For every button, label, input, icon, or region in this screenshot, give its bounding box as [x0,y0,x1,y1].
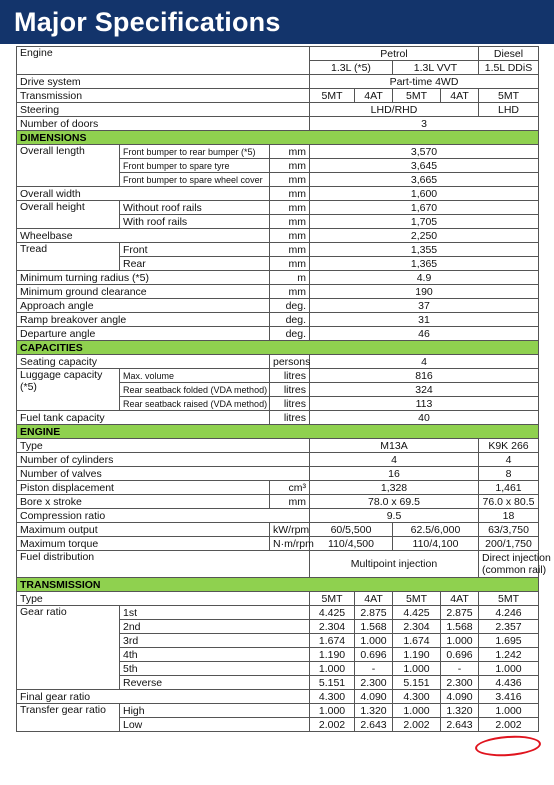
petrol-header: Petrol [310,47,479,61]
table-row: Front bumper to spare wheel cover mm 3,665 [17,173,539,187]
table-row: Rear seatback raised (VDA method) litres 113 [17,397,539,411]
table-row: Luggage capacity (*5) Max. volume litres 816 [17,369,539,383]
table-row: Steering LHD/RHD LHD [17,103,539,117]
table-row [17,47,539,61]
table-row: Fuel distribution Multipoint injection Direct injection (common rail) [17,551,539,578]
table-row: Maximum output kW/rpm 60/5,500 62.5/6,000 63/3,750 [17,523,539,537]
table-row: Overall length Front bumper to rear bumper (*5) mm 3,570 [17,145,539,159]
table-row: Ramp breakover angle deg. 31 [17,313,539,327]
table-row: Final gear ratio 4.300 4.090 4.300 4.090 3.416 [17,690,539,704]
section-header-engine: ENGINE [17,425,539,439]
table-row: 5th 1.000 - 1.000 - 1.000 [17,662,539,676]
table-row: 1.3L (*5) 1.3L VVT 1.5L DDiS [17,61,539,75]
table-row: Departure angle deg. 46 [17,327,539,341]
table-row: 3rd 1.674 1.000 1.674 1.000 1.695 [17,634,539,648]
table-row: Number of doors 3 [17,117,539,131]
diesel-header: Diesel [479,47,539,61]
table-row: Number of valves 16 8 [17,467,539,481]
table-row: Minimum turning radius (*5) m 4.9 [17,271,539,285]
table-row: Maximum torque N·m/rpm 110/4,500 110/4,100 200/1,750 [17,537,539,551]
table-row: Drive system Part-time 4WD [17,75,539,89]
table-row: Wheelbase mm 2,250 [17,229,539,243]
table-row: Piston displacement cm³ 1,328 1,461 [17,481,539,495]
table-row: Rear seatback folded (VDA method) litres 324 [17,383,539,397]
table-row: Approach angle deg. 37 [17,299,539,313]
section-header-transmission: TRANSMISSION [17,578,539,592]
row-label: Engine [17,47,310,75]
table-row: 4th 1.190 0.696 1.190 0.696 1.242 [17,648,539,662]
table-row: Fuel tank capacity litres 40 [17,411,539,425]
table-row: Tread Front mm 1,355 [17,243,539,257]
table-row: Overall width mm 1,600 [17,187,539,201]
table-row: Compression ratio 9.5 18 [17,509,539,523]
page-title: Major Specifications [0,0,554,44]
table-row: Transfer gear ratio High 1.000 1.320 1.000 1.320 1.000 [17,704,539,718]
table-row: Number of cylinders 4 4 [17,453,539,467]
highlighted-value: 3.416 [479,690,539,704]
table-row: Minimum ground clearance mm 190 [17,285,539,299]
table-row: Type M13A K9K 266 [17,439,539,453]
table-row: Front bumper to spare tyre mm 3,645 [17,159,539,173]
table-row: Gear ratio 1st 4.425 2.875 4.425 2.875 4.246 [17,606,539,620]
table-row: Transmission 5MT 4AT 5MT 4AT 5MT [17,89,539,103]
table-row: Reverse 5.151 2.300 5.151 2.300 4.436 [17,676,539,690]
table-row: Overall height Without roof rails mm 1,670 [17,201,539,215]
table-row: Bore x stroke mm 78.0 x 69.5 76.0 x 80.5 [17,495,539,509]
table-row: With roof rails mm 1,705 [17,215,539,229]
table-row: Seating capacity persons 4 [17,355,539,369]
table-row: Type 5MT 4AT 5MT 4AT 5MT [17,592,539,606]
spec-table [16,46,551,732]
table-row: 2nd 2.304 1.568 2.304 1.568 2.357 [17,620,539,634]
table-row: Rear mm 1,365 [17,257,539,271]
table-row: Low 2.002 2.643 2.002 2.643 2.002 [17,718,539,732]
highlight-circle [474,734,541,759]
section-header-capacities: CAPACITIES [17,341,539,355]
section-header-dimensions: DIMENSIONS [17,131,539,145]
